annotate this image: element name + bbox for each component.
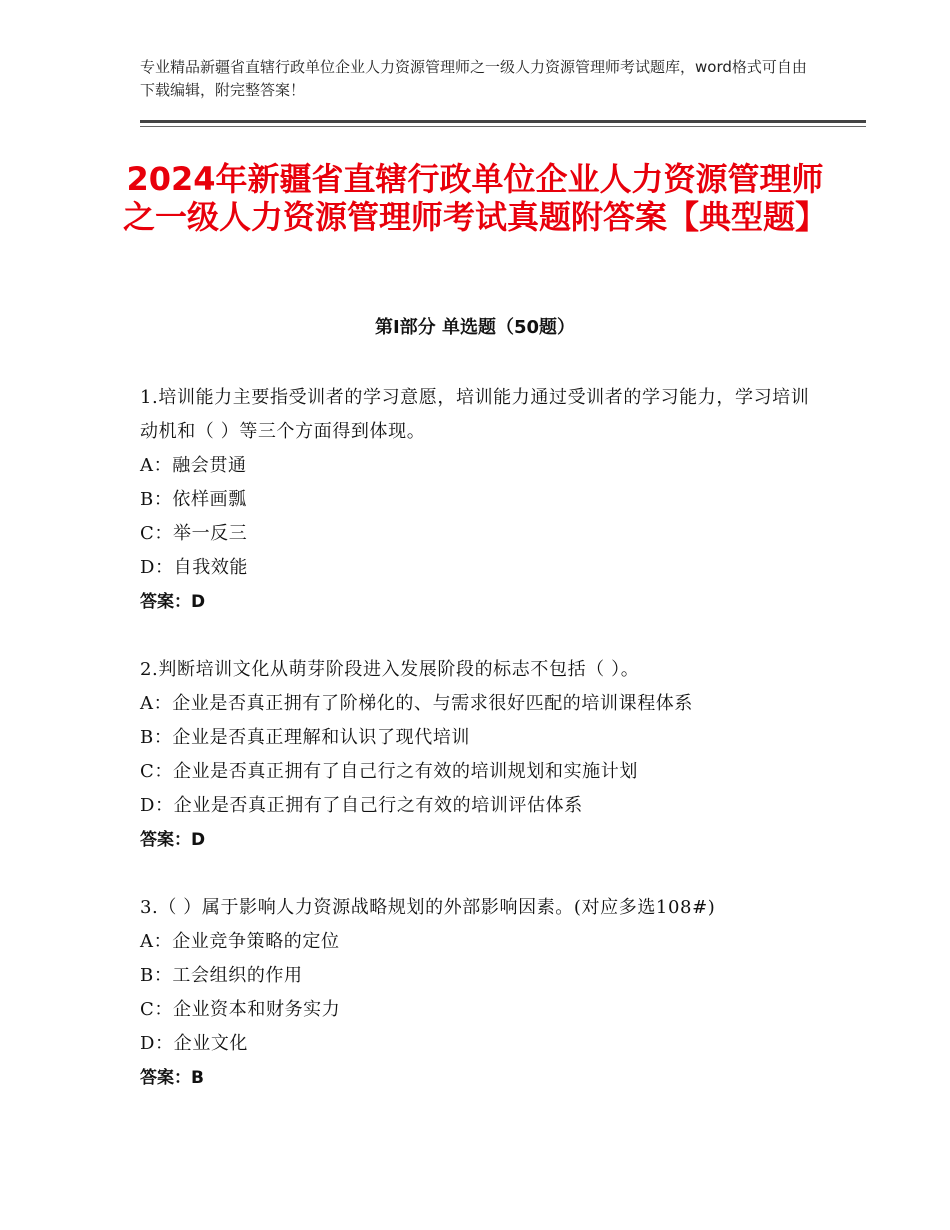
document-title: 2024年新疆省直辖行政单位企业人力资源管理师之一级人力资源管理师考试真题附答案【典型题】 [122, 160, 827, 236]
option-b: B：企业是否真正理解和认识了现代培训 [140, 727, 471, 748]
option-c: C：举一反三 [140, 523, 248, 544]
option-d: D：自我效能 [140, 557, 249, 578]
section-title: 第Ⅰ部分 单选题（50题） [374, 317, 575, 338]
option-a: A：融会贯通 [140, 455, 247, 476]
answer: 答案：D [140, 830, 206, 850]
question-3 [140, 891, 820, 1095]
header-divider-thick [140, 120, 866, 123]
header-note: 专业精品新疆省直辖行政单位企业人力资源管理师之一级人力资源管理师考试题库，word格式可自由下载编辑，附完整答案！ [140, 58, 807, 99]
option-a: A：企业竞争策略的定位 [140, 931, 340, 952]
option-b: B：工会组织的作用 [140, 965, 303, 986]
option-c: C：企业是否真正拥有了自己行之有效的培训规划和实施计划 [140, 761, 638, 782]
header-divider-thin [140, 126, 866, 127]
option-a: A：企业是否真正拥有了阶梯化的、与需求很好匹配的培训课程体系 [140, 693, 693, 714]
question-1 [140, 381, 820, 619]
question-text: 1.培训能力主要指受训者的学习意愿，培训能力通过受训者的学习能力，学习培训动机和（ ）等三个方面得到体现。 [140, 387, 810, 442]
answer: 答案：D [140, 592, 206, 612]
question-text: 2.判断培训文化从萌芽阶段进入发展阶段的标志不包括（ ）。 [140, 659, 640, 680]
option-b: B：依样画瓢 [140, 489, 247, 510]
question-list [140, 381, 820, 1129]
option-c: C：企业资本和财务实力 [140, 999, 341, 1020]
answer: 答案：B [140, 1068, 204, 1088]
question-text: 3.（ ）属于影响人力资源战略规划的外部影响因素。(对应多选108#) [140, 897, 716, 918]
option-d: D：企业是否真正拥有了自己行之有效的培训评估体系 [140, 795, 583, 816]
question-2 [140, 653, 820, 857]
option-d: D：企业文化 [140, 1033, 249, 1054]
